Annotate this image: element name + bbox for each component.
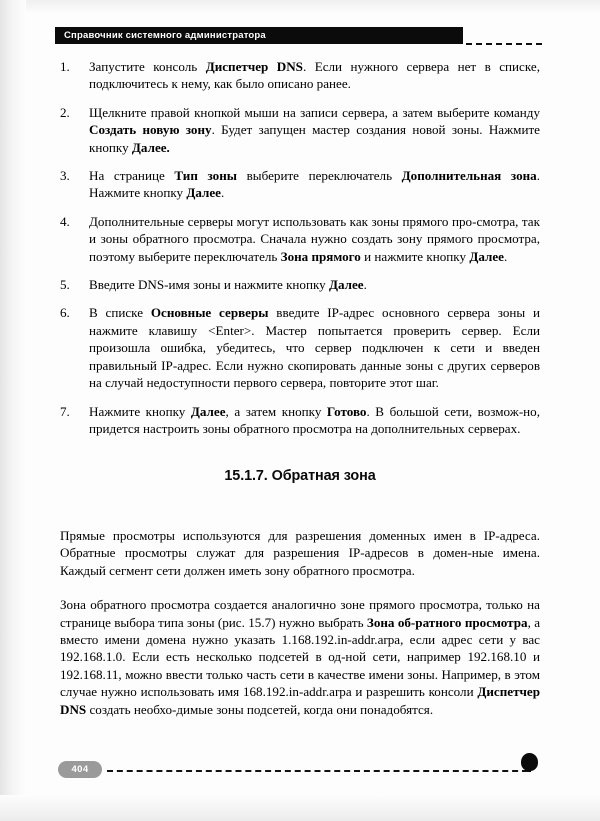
procedure-step <box>60 104 540 156</box>
body-text: создать необхо-димые зоны подсетей, когда они понадобятся. <box>86 701 434 717</box>
emphasis-text: Диспетчер DNS <box>205 59 303 74</box>
step-number: 5. <box>60 277 70 293</box>
body-text: . Если нужного сервера нет в списке, подключитесь к нему, как было описано ранее. <box>89 59 540 92</box>
procedure-list <box>60 58 540 437</box>
emphasis-text: Тип зоны <box>174 168 237 184</box>
body-text: Введите DNS-имя зоны и нажмите кнопку <box>89 277 329 293</box>
running-header-title: Справочник системного администратора <box>64 30 266 41</box>
body-text: В списке <box>89 305 151 321</box>
procedure-step <box>60 167 540 202</box>
body-paragraph <box>60 527 540 579</box>
page-number-badge: 404 <box>58 761 102 778</box>
step-text <box>89 104 540 156</box>
header-dashed-rule <box>466 43 542 45</box>
body-text: Дополнительные серверы могут использовать как зоны прямого про-смотра, так и зоны обратного просмотра. Сначала нужно создать зону прямого просмотра, поэтому выберите переключатель <box>89 213 540 264</box>
body-text: Запустите консоль <box>89 59 206 74</box>
emphasis-text: Зона прямого <box>280 248 361 264</box>
step-text <box>89 58 540 93</box>
emphasis-text: Далее <box>186 185 221 201</box>
body-text: Зона обратного просмотра создается аналогично зоне прямого просмотра, только на странице выбора типа зоны (рис. 15.7) нужно выбрать <box>60 597 540 630</box>
procedure-step <box>60 403 540 438</box>
procedure-step <box>60 213 540 265</box>
step-number: 1. <box>60 59 70 74</box>
step-number: 3. <box>60 168 70 184</box>
scan-edge-left <box>0 0 26 821</box>
footer-dot-stem-icon <box>528 766 531 772</box>
body-text: введите IP-адрес основного сервера зоны и нажмите клавишу <Enter>. Мастер попытается проверить сервер. Если произошла ошибка, убедитесь, что сервер подключен к сети и введен правильный IP-адрес. Если нужно скопировать данные зоны с других серверов на случай недоступности первого сервера, повторите этот шаг. <box>89 305 541 391</box>
body-paragraph <box>60 596 540 718</box>
step-text <box>89 213 540 265</box>
step-number: 4. <box>60 213 70 229</box>
body-text: . <box>363 277 367 293</box>
emphasis-text: Далее. <box>131 139 170 155</box>
step-text <box>89 276 540 293</box>
procedure-step <box>60 58 540 93</box>
body-text: и нажмите кнопку <box>360 248 470 264</box>
emphasis-text: Зона об-ратного просмотра <box>366 614 528 630</box>
step-number: 2. <box>60 104 70 120</box>
body-text: . <box>220 185 225 201</box>
step-number: 6. <box>60 305 70 321</box>
body-text: На странице <box>89 168 175 184</box>
body-text: . В большой сети, возмож-но, придется настроить зоны обратного просмотра на дополнительных серверах. <box>89 403 541 436</box>
step-text <box>89 167 540 202</box>
scan-edge-bottom <box>0 795 600 821</box>
emphasis-text: Далее <box>469 248 504 264</box>
emphasis-text: Далее <box>190 403 226 419</box>
scan-edge-top <box>0 0 600 14</box>
emphasis-text: Основные серверы <box>150 305 269 321</box>
emphasis-text: Готово <box>326 403 367 419</box>
emphasis-text: Дополнительная зона <box>401 168 537 184</box>
body-text: выберите переключатель <box>237 168 402 184</box>
procedure-step <box>60 304 540 391</box>
body-text: Нажмите кнопку <box>89 403 191 419</box>
body-text: . Нажмите кнопку <box>89 168 540 201</box>
body-text: , а затем кнопку <box>225 403 327 419</box>
body-text: . Будет запущен мастер создания новой зоны. Нажмите кнопку <box>89 122 540 155</box>
body-paragraphs <box>60 527 540 718</box>
section-heading: 15.1.7. Обратная зона <box>224 468 376 484</box>
emphasis-text: Диспетчер DNS <box>60 684 540 717</box>
body-text: Прямые просмотры используются для разрешения доменных имен в IP-адреса. Обратные просмотры служат для разрешения IP-адресов в домен-ные имена. Каждый сегмент сети должен иметь зону обратного просмотра. <box>60 528 540 578</box>
body-text: Щелкните правой кнопкой мыши на записи сервера, а затем выберите команду <box>89 104 540 120</box>
emphasis-text: Создать новую зону <box>89 122 212 138</box>
step-text <box>89 403 540 438</box>
footer-dashed-rule <box>107 770 528 772</box>
body-text: . <box>503 248 508 264</box>
body-text: , а вместо имени домена нужно указать 1.168.192.in-addr.arpa, если адрес сети у вас 192.168.1.0. Если есть несколько подсетей в од-ной сети, например 192.168.10 и 192.168.11, можно ввести только часть сети в качестве имени зоны. Например, в этом случае нужно использовать имя 168.192.in-addr.arpa и разрешить консоли <box>60 614 541 700</box>
step-text <box>89 304 540 391</box>
emphasis-text: Далее <box>328 277 364 293</box>
procedure-step <box>60 276 540 293</box>
procedure-list-container <box>60 58 540 437</box>
step-number: 7. <box>60 403 70 419</box>
